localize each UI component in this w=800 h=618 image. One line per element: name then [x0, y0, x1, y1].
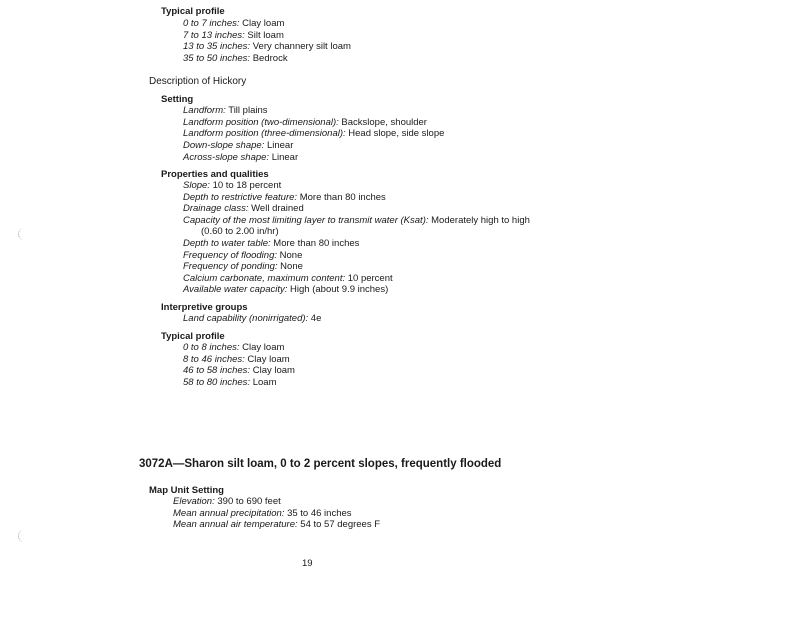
- property-item: Available water capacity: High (about 9.9 inches): [183, 284, 389, 295]
- section-heading-interpretive-groups: Interpretive groups: [161, 302, 248, 313]
- section-heading-properties: Properties and qualities: [161, 169, 269, 180]
- profile-item: 0 to 7 inches: Clay loam: [183, 18, 285, 29]
- section-heading-setting: Setting: [161, 94, 194, 105]
- property-item: Depth to restrictive feature: More than 80 inches: [183, 192, 386, 203]
- profile-item: 8 to 46 inches: Clay loam: [183, 354, 290, 365]
- section-heading-typical-profile: Typical profile: [161, 6, 225, 17]
- property-item: Frequency of ponding: None: [183, 261, 303, 272]
- profile-item: 46 to 58 inches: Clay loam: [183, 365, 295, 376]
- map-unit-item: Elevation: 390 to 690 feet: [173, 496, 281, 507]
- section-heading-map-unit-setting: Map Unit Setting: [149, 485, 224, 496]
- page-number: 19: [302, 558, 313, 569]
- property-item: Drainage class: Well drained: [183, 203, 304, 214]
- setting-item: Landform position (two-dimensional): Backslope, shoulder: [183, 117, 427, 128]
- map-unit-title-sharon: 3072A—Sharon silt loam, 0 to 2 percent slopes, frequently flooded: [139, 458, 502, 470]
- profile-item: 7 to 13 inches: Silt loam: [183, 30, 284, 41]
- profile-item: 58 to 80 inches: Loam: [183, 377, 277, 388]
- profile-item: 35 to 50 inches: Bedrock: [183, 53, 288, 64]
- property-item: Capacity of the most limiting layer to transmit water (Ksat): Moderately high to high: [183, 215, 530, 226]
- setting-item: Landform: Till plains: [183, 105, 268, 116]
- property-item: Calcium carbonate, maximum content: 10 percent: [183, 273, 393, 284]
- property-item: Frequency of flooding: None: [183, 250, 303, 261]
- profile-item: 0 to 8 inches: Clay loam: [183, 342, 285, 353]
- setting-item: Landform position (three-dimensional): Head slope, side slope: [183, 128, 445, 139]
- property-item: Slope: 10 to 18 percent: [183, 180, 282, 191]
- map-unit-item: Mean annual precipitation: 35 to 46 inches: [173, 508, 352, 519]
- scan-mark: [18, 228, 29, 240]
- setting-item: Across-slope shape: Linear: [183, 152, 299, 163]
- component-title-hickory: Description of Hickory: [149, 76, 247, 87]
- setting-item: Down-slope shape: Linear: [183, 140, 294, 151]
- property-item: Depth to water table: More than 80 inches: [183, 238, 360, 249]
- section-heading-typical-profile-hickory: Typical profile: [161, 331, 225, 342]
- scan-mark: [18, 530, 29, 542]
- map-unit-item: Mean annual air temperature: 54 to 57 degrees F: [173, 519, 381, 530]
- interpretive-item: Land capability (nonirrigated): 4e: [183, 313, 322, 324]
- property-item-continuation: (0.60 to 2.00 in/hr): [201, 226, 279, 237]
- profile-item: 13 to 35 inches: Very channery silt loam: [183, 41, 351, 52]
